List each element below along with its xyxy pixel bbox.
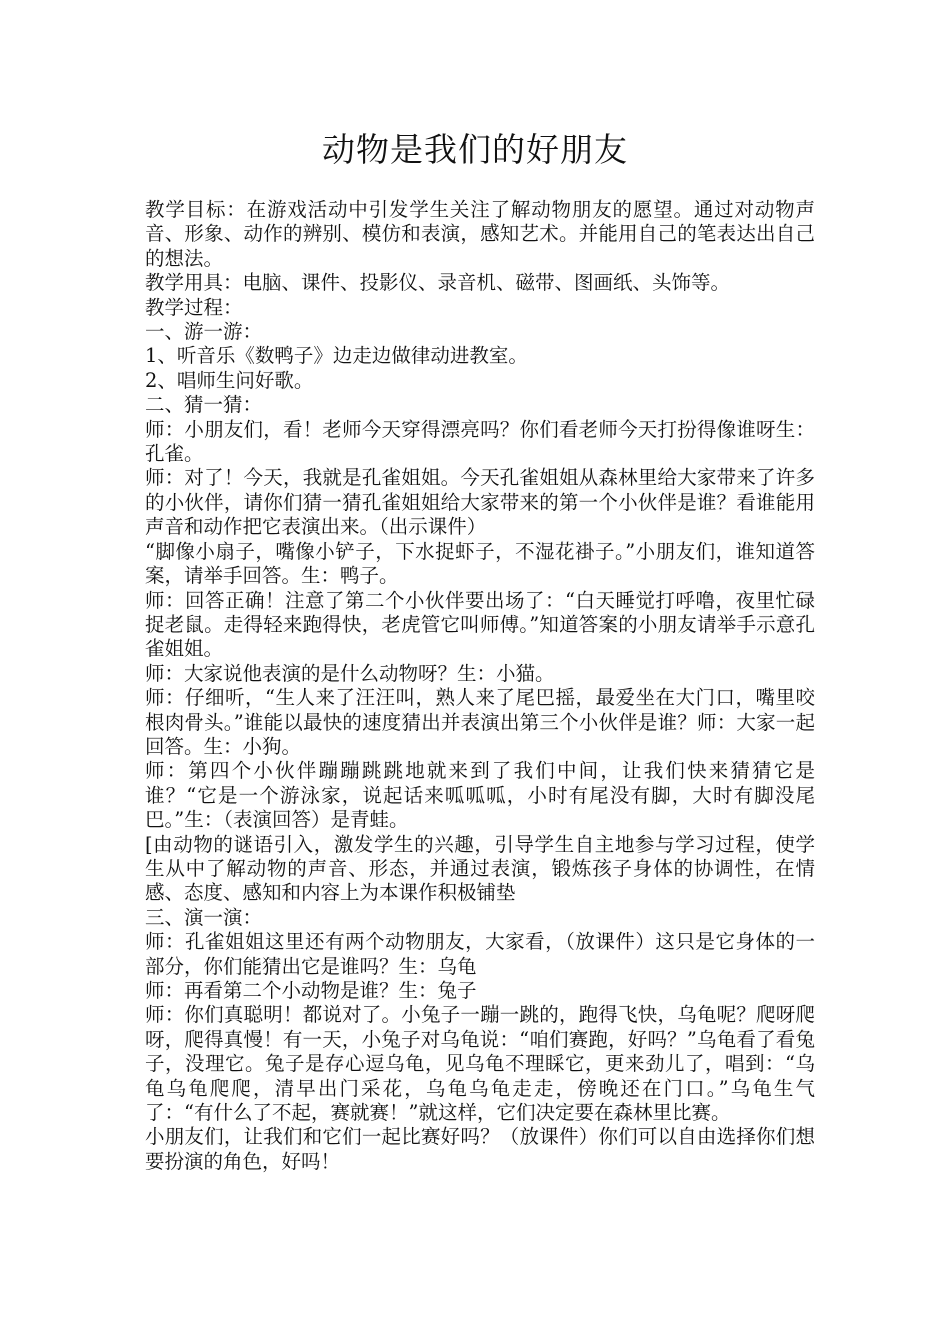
section-heading-1: 一、游一游： [145, 320, 263, 344]
paragraph: “脚像小扇子，嘴像小铲子，下水捉虾子，不湿花褂子。”小朋友们，谁知道答案，请举手回答。生：鸭子。 [145, 539, 815, 588]
paragraph: 师：回答正确！注意了第二个小伙伴要出场了：“白天睡觉打呼噜，夜里忙碌捉老鼠。走得轻来跑得快，老虎管它叫师傅。”知道答案的小朋友请举手示意孔雀姐姐。 [145, 588, 815, 661]
paragraph: 1、听音乐《数鸭子》边走边做律动进教室。 [145, 344, 528, 368]
paragraph: 师：孔雀姐姐这里还有两个动物朋友，大家看，（放课件）这只是它身体的一部分，你们能猜出它是谁吗？生：乌龟 [145, 930, 815, 978]
paragraph-teaching-process: 教学过程： [145, 295, 243, 319]
paragraph-teaching-tools: 教学用具：电脑、课件、投影仪、录音机、磁带、图画纸、头饰等。 [145, 271, 731, 295]
paragraph: 师：大家说他表演的是什么动物呀？生：小猫。 [145, 661, 555, 685]
paragraph: 师：对了！今天，我就是孔雀姐姐。今天孔雀姐姐从森林里给大家带来了许多的小伙伴，请你们猜一猜孔雀姐姐给大家带来的第一个小伙伴是谁？看谁能用声音和动作把它表演出来。（出示课件） [145, 466, 815, 539]
section-heading-3: 三、演一演： [145, 905, 263, 929]
paragraph: 师：你们真聪明！都说对了。小兔子一蹦一跳的，跑得飞快，乌龟呢？爬呀爬呀，爬得真慢！有一天，小兔子对乌龟说：“咱们赛跑，好吗？”乌龟看了看兔子，没理它。兔子是存心逗乌龟，见乌龟不理睬它，更来劲儿了，唱到：“乌龟乌龟爬爬，清早出门采花，乌龟乌龟走走，傍晚还在门口。”乌龟生气了：“有什么了不起，赛就赛！”就这样，它们决定要在森林里比赛。 [145, 1003, 815, 1125]
document-body [145, 198, 815, 1174]
document-title: 动物是我们的好朋友 [322, 130, 628, 169]
paragraph: 师：小朋友们，看！老师今天穿得漂亮吗？你们看老师今天打扮得像谁呀生：孔雀。 [145, 417, 815, 466]
section-heading-2: 二、猜一猜： [145, 393, 263, 417]
paragraph-design-note: [由动物的谜语引入，激发学生的兴趣，引导学生自主地参与学习过程，使学生从中了解动物的声音、形态，并通过表演，锻炼孩子身体的协调性，在情感、态度、感知和内容上为本课作积极铺垫 [145, 832, 815, 905]
paragraph: 师：再看第二个小动物是谁？生：兔子 [145, 979, 477, 1002]
paragraph-teaching-goal: 教学目标：在游戏活动中引发学生关注了解动物朋友的愿望。通过对动物声音、形象、动作的辨别、模仿和表演，感知艺术。并能用自己的笔表达出自己的想法。 [145, 198, 815, 270]
paragraph: 小朋友们，让我们和它们一起比赛好吗？（放课件）你们可以自由选择你们想要扮演的角色，好吗！ [145, 1125, 815, 1173]
paragraph: 师：第四个小伙伴蹦蹦跳跳地就来到了我们中间，让我们快来猜猜它是谁？“它是一个游泳家，说起话来呱呱呱，小时有尾没有脚，大时有脚没尾巴。”生：（表演回答）是青蛙。 [145, 759, 815, 832]
paragraph: 师：仔细听，“生人来了汪汪叫，熟人来了尾巴摇，最爱坐在大门口，嘴里咬根肉骨头。”谁能以最快的速度猜出并表演出第三个小伙伴是谁？师：大家一起回答。生：小狗。 [145, 686, 815, 758]
paragraph: 2、唱师生问好歌。 [145, 368, 314, 392]
